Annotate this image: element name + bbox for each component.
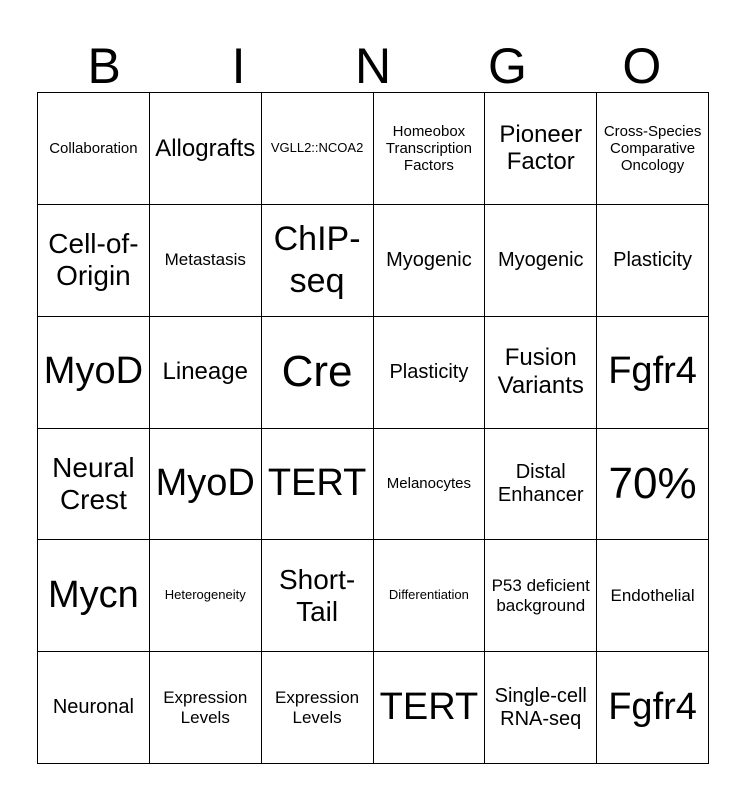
bingo-cell[interactable]: TERT: [374, 652, 486, 764]
bingo-cell[interactable]: MyoD: [150, 429, 262, 541]
bingo-cell[interactable]: Pioneer Factor: [485, 93, 597, 205]
bingo-cell[interactable]: Mycn: [38, 540, 150, 652]
bingo-cell[interactable]: Distal Enhancer: [485, 429, 597, 541]
bingo-cell[interactable]: Cross-Species Comparative Oncology: [597, 93, 709, 205]
bingo-cell[interactable]: P53 deficient background: [485, 540, 597, 652]
bingo-cell[interactable]: Single-cell RNA-seq: [485, 652, 597, 764]
bingo-cell[interactable]: Lineage: [150, 317, 262, 429]
bingo-cell[interactable]: Collaboration: [38, 93, 150, 205]
bingo-cell[interactable]: Allografts: [150, 93, 262, 205]
header-letter-o: O: [622, 37, 662, 94]
bingo-cell[interactable]: Homeobox Transcription Factors: [374, 93, 486, 205]
bingo-cell[interactable]: ChIP-seq: [262, 205, 374, 317]
bingo-cell[interactable]: Cell-of-Origin: [38, 205, 150, 317]
header-letter-i: I: [231, 37, 246, 94]
bingo-cell[interactable]: Expression Levels: [262, 652, 374, 764]
header-letter-b: B: [87, 37, 121, 94]
bingo-cell[interactable]: Plasticity: [374, 317, 486, 429]
header-letter-g: G: [487, 37, 527, 94]
bingo-cell[interactable]: MyoD: [38, 317, 150, 429]
bingo-cell[interactable]: VGLL2::NCOA2: [262, 93, 374, 205]
bingo-cell[interactable]: Myogenic: [374, 205, 486, 317]
bingo-cell[interactable]: Fgfr4: [597, 652, 709, 764]
bingo-cell[interactable]: Myogenic: [485, 205, 597, 317]
bingo-cell[interactable]: Cre: [262, 317, 374, 429]
bingo-cell[interactable]: Endothelial: [597, 540, 709, 652]
bingo-cell[interactable]: Metastasis: [150, 205, 262, 317]
bingo-cell[interactable]: Neural Crest: [38, 429, 150, 541]
bingo-cell[interactable]: Melanocytes: [374, 429, 486, 541]
bingo-card-grid: [37, 92, 709, 764]
bingo-cell[interactable]: Expression Levels: [150, 652, 262, 764]
bingo-cell[interactable]: Differentiation: [374, 540, 486, 652]
bingo-cell[interactable]: Heterogeneity: [150, 540, 262, 652]
bingo-header: [37, 38, 709, 93]
bingo-cell[interactable]: Plasticity: [597, 205, 709, 317]
bingo-cell[interactable]: Neuronal: [38, 652, 150, 764]
bingo-cell[interactable]: Fgfr4: [597, 317, 709, 429]
bingo-cell[interactable]: 70%: [597, 429, 709, 541]
bingo-cell[interactable]: Fusion Variants: [485, 317, 597, 429]
header-letter-n: N: [354, 37, 392, 94]
bingo-cell[interactable]: Short-Tail: [262, 540, 374, 652]
bingo-cell[interactable]: TERT: [262, 429, 374, 541]
